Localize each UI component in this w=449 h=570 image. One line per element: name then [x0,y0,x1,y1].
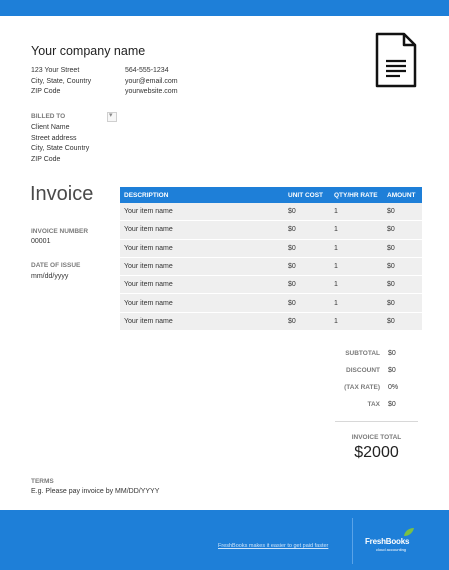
item-description[interactable]: Your item name [124,244,173,252]
summary-value: 0% [388,384,399,391]
terms-text[interactable]: E.g. Please pay invoice by MM/DD/YYYY [31,488,160,495]
item-description[interactable]: Your item name [124,208,173,216]
item-amount[interactable]: $0 [387,226,395,234]
table-header [120,187,422,203]
item-qty[interactable]: 1 [334,244,338,252]
summary-label: SUBTOTAL [345,350,380,357]
summary-value: $0 [388,401,396,408]
table-row[interactable] [120,313,422,331]
line-items-table [120,187,422,331]
item-description[interactable]: Your item name [124,263,173,271]
address-line: ZIP Code [31,88,61,95]
item-unit-cost[interactable]: $0 [288,281,296,289]
client-dropdown[interactable] [107,112,117,122]
client-city: City, State Country [31,145,90,152]
table-row[interactable] [120,221,422,239]
item-amount[interactable]: $0 [387,317,395,325]
chevron-down-icon: ▾ [109,112,113,119]
address-line: City, State, Country [31,77,92,85]
contact-phone: 564-555-1234 [125,67,169,74]
summary-label: DISCOUNT [346,367,380,374]
invoice-number-label: INVOICE NUMBER [31,228,89,235]
table-row[interactable] [120,276,422,294]
address-line: 123 Your Street [31,67,80,74]
table-row[interactable] [120,258,422,276]
header-amount: AMOUNT [387,191,416,199]
item-description[interactable]: Your item name [124,299,173,307]
table-row[interactable] [120,203,422,221]
client-zip: ZIP Code [31,155,61,163]
top-accent-bar [0,0,449,16]
summary-label: (TAX RATE) [344,384,380,391]
item-qty[interactable]: 1 [334,208,338,216]
terms-label: TERMS [31,478,54,485]
footer-divider [352,518,353,564]
item-qty[interactable]: 1 [334,317,338,325]
item-unit-cost[interactable]: $0 [288,317,296,325]
billed-to-label: BILLED TO [31,113,66,120]
company-address[interactable] [31,66,91,98]
summary-value: $0 [388,367,396,374]
invoice-total: $2000 [354,444,399,461]
item-unit-cost[interactable]: $0 [288,244,296,252]
client-name: Client Name [31,124,70,131]
client-street: Street address [31,134,77,142]
summary-label: TAX [367,401,380,408]
freshbooks-tagline: cloud accounting [376,547,407,552]
item-amount[interactable]: $0 [387,263,395,271]
company-contact[interactable] [125,66,178,98]
header-description: DESCRIPTION [124,191,169,199]
company-name[interactable]: Your company name [31,44,146,58]
date-of-issue-label: DATE OF ISSUE [31,262,81,269]
item-description[interactable]: Your item name [124,317,173,325]
item-amount[interactable]: $0 [387,208,395,216]
item-unit-cost[interactable]: $0 [288,226,296,234]
item-qty[interactable]: 1 [334,226,338,234]
item-amount[interactable]: $0 [387,299,395,307]
date-of-issue[interactable]: mm/dd/yyyy [31,273,69,280]
footer-link[interactable]: FreshBooks makes it easier to get paid faster [218,543,329,549]
invoice-title: Invoice [30,183,94,205]
contact-website: yourwebsite.com [125,88,178,95]
freshbooks-logo[interactable]: FreshBooks [365,537,410,546]
summary-value: $0 [388,350,396,357]
item-description[interactable]: Your item name [124,226,173,234]
leaf-icon [403,527,415,537]
header-unit-cost: UNIT COST [288,191,324,199]
item-unit-cost[interactable]: $0 [288,208,296,216]
item-amount[interactable]: $0 [387,244,395,252]
invoice-number[interactable]: 00001 [31,238,51,245]
billed-to-details[interactable] [31,123,89,165]
item-description[interactable]: Your item name [124,281,173,289]
header-qty-rate: QTY/HR RATE [334,191,378,199]
total-divider [335,421,418,422]
item-qty[interactable]: 1 [334,281,338,289]
document-icon [374,31,418,89]
item-unit-cost[interactable]: $0 [288,263,296,271]
table-row[interactable] [120,240,422,258]
invoice-total-label: INVOICE TOTAL [351,434,402,441]
table-row[interactable] [120,294,422,312]
item-amount[interactable]: $0 [387,281,395,289]
contact-email: your@email.com [125,77,178,85]
item-qty[interactable]: 1 [334,263,338,271]
item-qty[interactable]: 1 [334,299,338,307]
item-unit-cost[interactable]: $0 [288,299,296,307]
